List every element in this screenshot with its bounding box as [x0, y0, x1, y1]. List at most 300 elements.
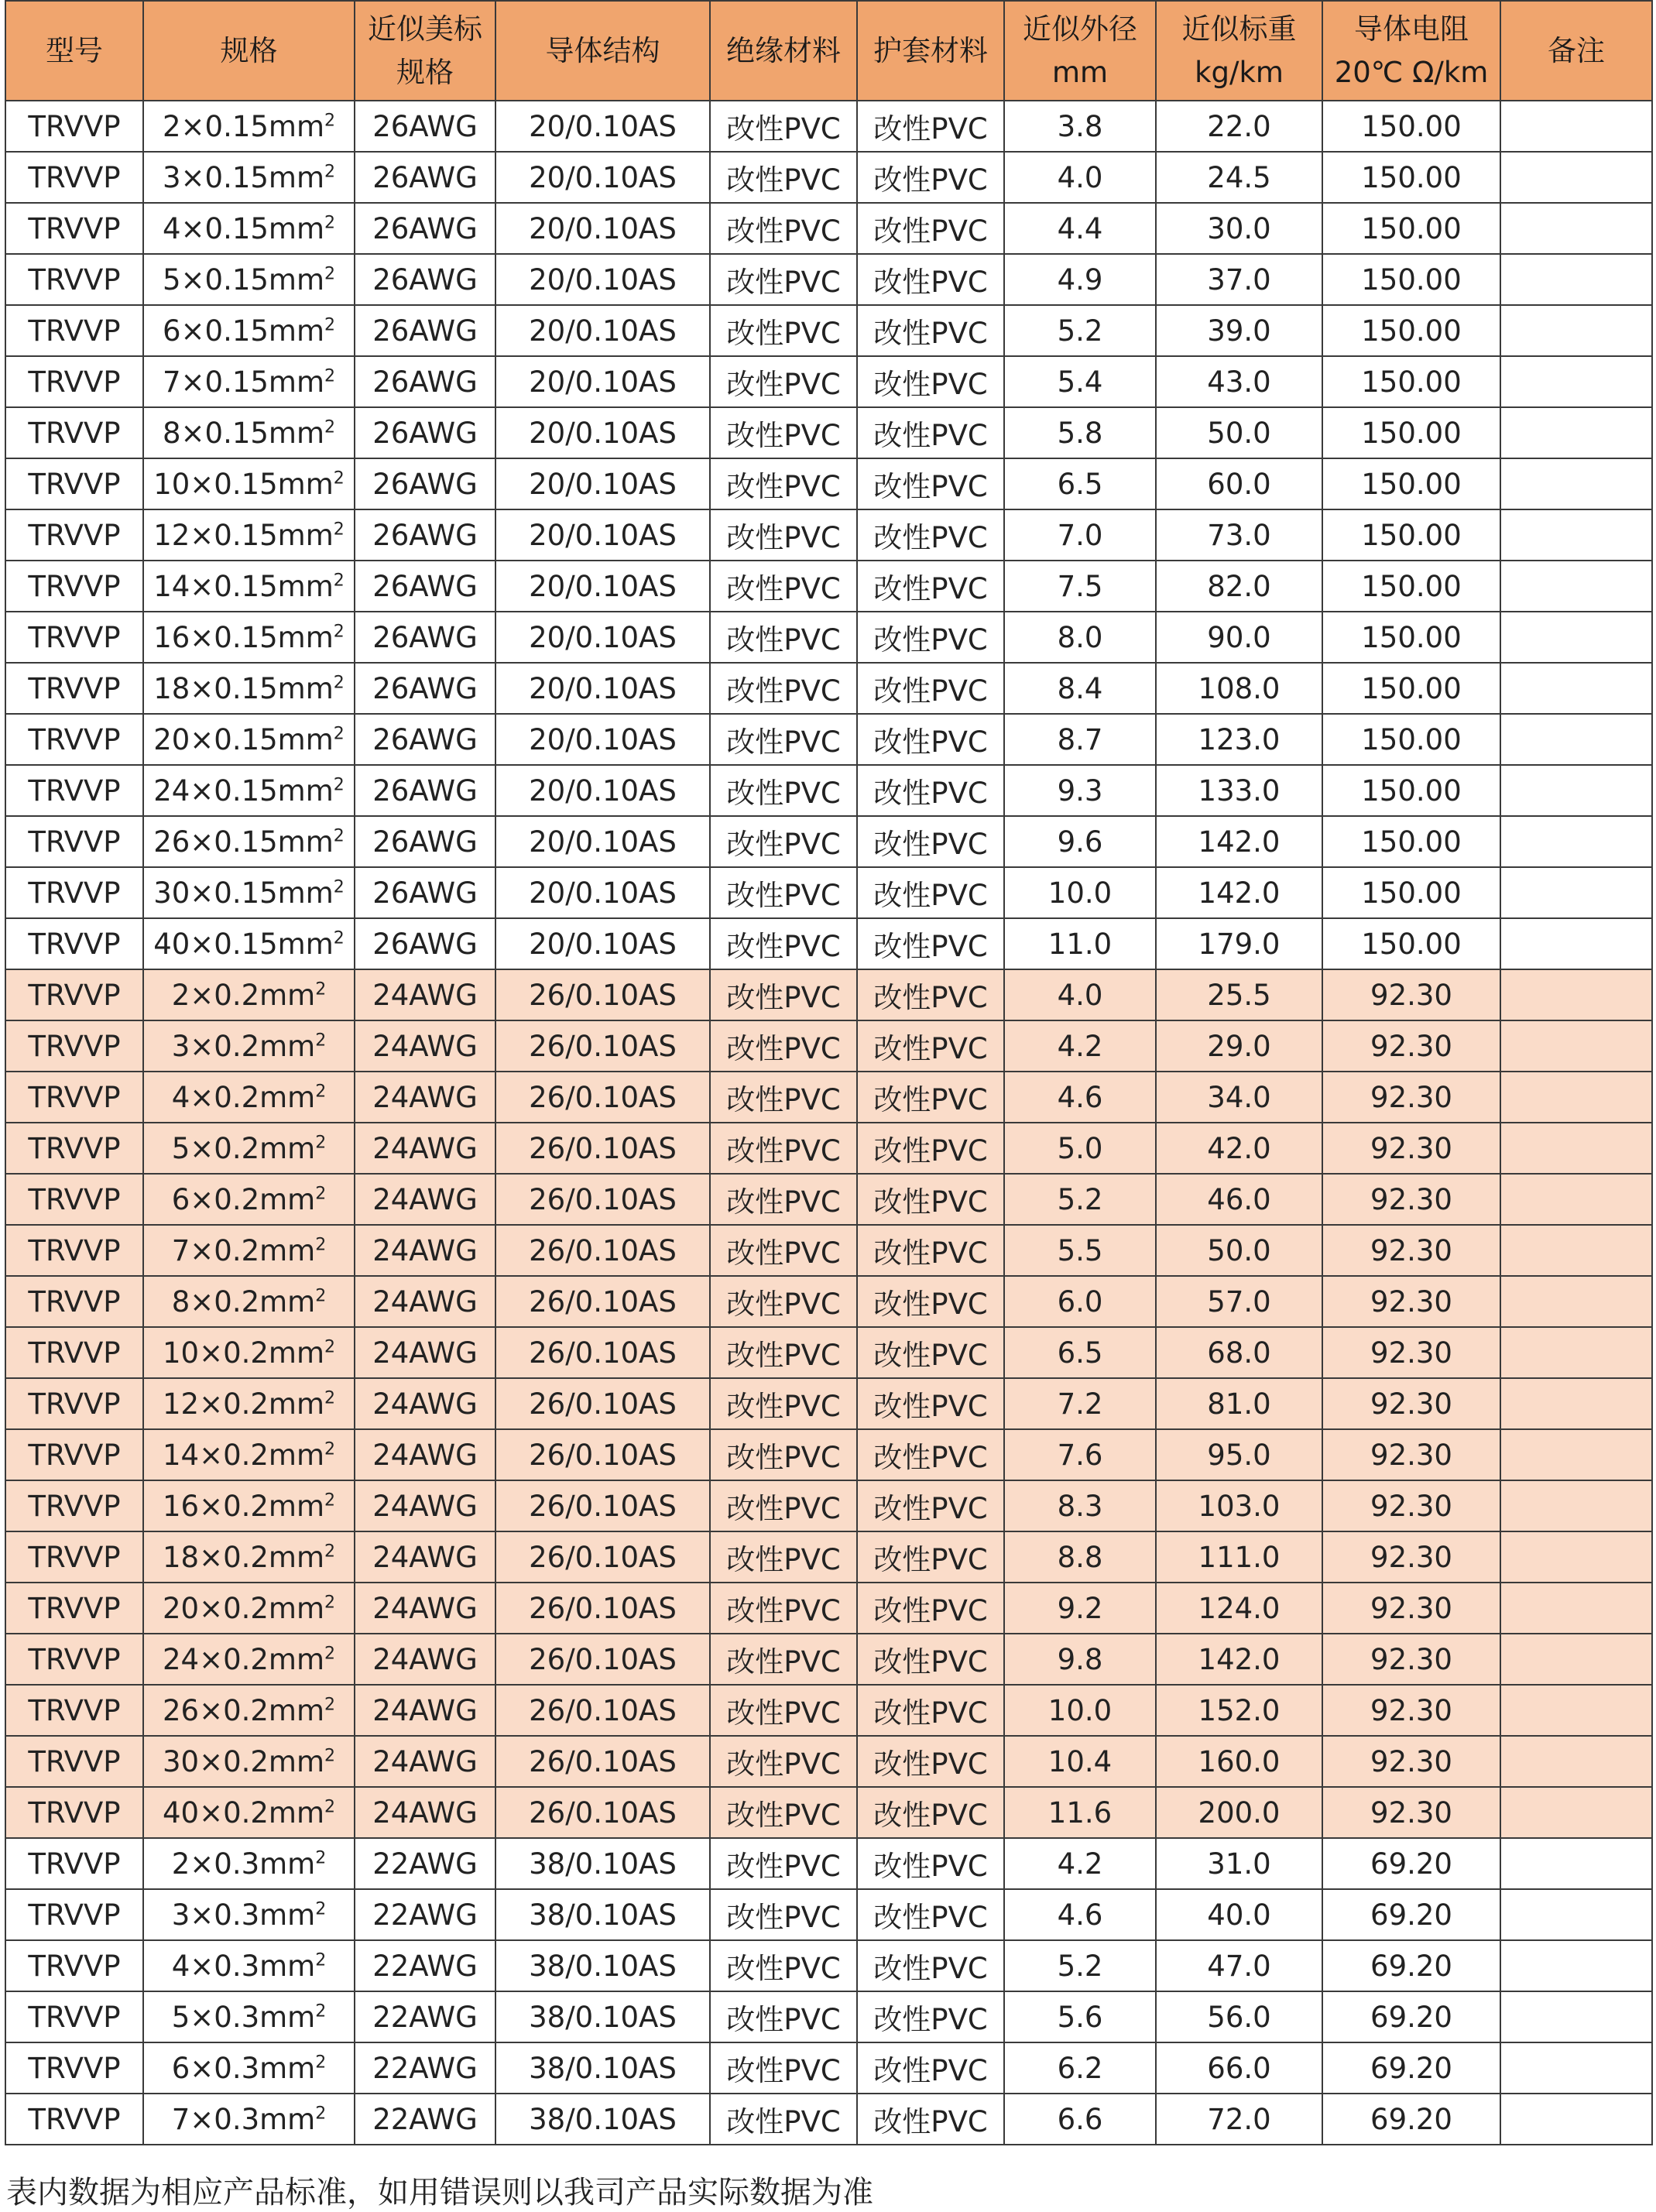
table-row [5, 1889, 1652, 1940]
cell-od: 10.0 [1004, 867, 1156, 918]
cell-resistance: 150.00 [1322, 918, 1500, 969]
spec-text: 10×0.15mm [153, 467, 334, 501]
cell-od: 4.2 [1004, 1838, 1156, 1889]
spec-unit-superscript: 2 [324, 1439, 335, 1459]
spec-unit-superscript: 2 [324, 162, 335, 182]
cell-od: 5.2 [1004, 305, 1156, 356]
header-row [5, 1, 1652, 101]
cell-od: 7.5 [1004, 561, 1156, 612]
cell-model: TRVVP [5, 1174, 143, 1225]
cell-sheath: 改性PVC [857, 561, 1004, 612]
spec-unit-superscript: 2 [324, 1695, 335, 1715]
cell-od: 8.3 [1004, 1480, 1156, 1531]
cell-model: TRVVP [5, 1020, 143, 1072]
cell-awg: 26AWG [355, 458, 495, 509]
cell-awg: 22AWG [355, 1889, 495, 1940]
cell-insulation: 改性PVC [710, 1378, 857, 1429]
cell-awg: 26AWG [355, 254, 495, 305]
cell-note [1500, 1072, 1652, 1123]
cell-conductor: 26/0.10AS [495, 1072, 710, 1123]
header-conductor [495, 1, 710, 101]
table-body [5, 101, 1652, 2145]
cell-note [1500, 918, 1652, 969]
cell-od: 5.0 [1004, 1123, 1156, 1174]
cell-od: 8.8 [1004, 1531, 1156, 1583]
cell-sheath: 改性PVC [857, 867, 1004, 918]
cell-weight: 108.0 [1156, 663, 1322, 714]
cell-sheath: 改性PVC [857, 509, 1004, 561]
cell-resistance: 150.00 [1322, 305, 1500, 356]
cell-note [1500, 1327, 1652, 1378]
table-row [5, 969, 1652, 1020]
spec-unit-superscript: 2 [333, 468, 345, 489]
cell-spec [143, 458, 355, 509]
header-line: 备注 [1548, 33, 1605, 67]
cell-weight: 50.0 [1156, 1225, 1322, 1276]
cell-od: 9.2 [1004, 1583, 1156, 1634]
cell-od: 4.9 [1004, 254, 1156, 305]
cell-weight: 72.0 [1156, 2094, 1322, 2145]
spec-text: 4×0.2mm [171, 1080, 316, 1114]
cell-awg: 24AWG [355, 1634, 495, 1685]
spec-unit-superscript: 2 [315, 1235, 327, 1255]
spec-text: 12×0.15mm [153, 518, 334, 552]
cell-weight: 39.0 [1156, 305, 1322, 356]
cell-od: 9.3 [1004, 765, 1156, 816]
header-line: 规格 [396, 55, 454, 89]
spec-unit-superscript: 2 [324, 1388, 335, 1408]
cell-note [1500, 1225, 1652, 1276]
table-row [5, 509, 1652, 561]
cell-sheath: 改性PVC [857, 714, 1004, 765]
cell-note [1500, 1276, 1652, 1327]
cell-model: TRVVP [5, 1838, 143, 1889]
cell-weight: 56.0 [1156, 1991, 1322, 2042]
cell-weight: 142.0 [1156, 1634, 1322, 1685]
cell-resistance: 92.30 [1322, 1583, 1500, 1634]
spec-text: 6×0.15mm [162, 314, 324, 348]
cell-conductor: 20/0.10AS [495, 663, 710, 714]
cell-spec [143, 1225, 355, 1276]
cell-model: TRVVP [5, 1378, 143, 1429]
cell-weight: 95.0 [1156, 1429, 1322, 1480]
cell-conductor: 20/0.10AS [495, 765, 710, 816]
cell-conductor: 38/0.10AS [495, 1838, 710, 1889]
cell-weight: 43.0 [1156, 356, 1322, 407]
cell-sheath: 改性PVC [857, 407, 1004, 458]
cell-note [1500, 305, 1652, 356]
cell-conductor: 20/0.10AS [495, 101, 710, 152]
cell-spec [143, 867, 355, 918]
cell-resistance: 92.30 [1322, 1480, 1500, 1531]
spec-unit-superscript: 2 [333, 928, 345, 948]
cell-resistance: 92.30 [1322, 1072, 1500, 1123]
spec-unit-superscript: 2 [333, 571, 345, 591]
spec-text: 12×0.2mm [162, 1387, 324, 1421]
cell-sheath: 改性PVC [857, 1685, 1004, 1736]
spec-unit-superscript: 2 [315, 1031, 327, 1051]
cell-note [1500, 969, 1652, 1020]
spec-unit-superscript: 2 [315, 979, 327, 1000]
cell-model: TRVVP [5, 1276, 143, 1327]
cell-conductor: 26/0.10AS [495, 1020, 710, 1072]
cell-weight: 30.0 [1156, 203, 1322, 254]
spec-text: 24×0.15mm [153, 773, 334, 808]
header-note [1500, 1, 1652, 101]
cell-spec [143, 2094, 355, 2145]
header-line: 护套材料 [873, 33, 988, 67]
cell-spec [143, 816, 355, 867]
cell-resistance: 150.00 [1322, 561, 1500, 612]
cell-od: 7.6 [1004, 1429, 1156, 1480]
cell-weight: 142.0 [1156, 816, 1322, 867]
table-row [5, 1123, 1652, 1174]
cell-conductor: 38/0.10AS [495, 1940, 710, 1991]
cell-note [1500, 714, 1652, 765]
cell-note [1500, 612, 1652, 663]
cell-awg: 24AWG [355, 1020, 495, 1072]
spec-unit-superscript: 2 [333, 877, 345, 897]
cell-awg: 22AWG [355, 1940, 495, 1991]
spec-text: 6×0.2mm [171, 1182, 316, 1216]
table-row [5, 1685, 1652, 1736]
cell-sheath: 改性PVC [857, 1072, 1004, 1123]
cell-note [1500, 816, 1652, 867]
cell-insulation: 改性PVC [710, 663, 857, 714]
cell-note [1500, 1583, 1652, 1634]
spec-text: 10×0.2mm [162, 1336, 324, 1370]
cell-od: 4.4 [1004, 203, 1156, 254]
cell-resistance: 150.00 [1322, 612, 1500, 663]
cell-model: TRVVP [5, 458, 143, 509]
cell-model: TRVVP [5, 1634, 143, 1685]
cell-awg: 22AWG [355, 2094, 495, 2145]
cell-sheath: 改性PVC [857, 1174, 1004, 1225]
spec-unit-superscript: 2 [315, 1848, 327, 1868]
table-row [5, 2094, 1652, 2145]
cell-weight: 46.0 [1156, 1174, 1322, 1225]
cell-sheath: 改性PVC [857, 765, 1004, 816]
table-row [5, 663, 1652, 714]
cell-awg: 26AWG [355, 867, 495, 918]
cell-sheath: 改性PVC [857, 1378, 1004, 1429]
cell-sheath: 改性PVC [857, 2042, 1004, 2094]
cell-awg: 24AWG [355, 1174, 495, 1225]
cell-sheath: 改性PVC [857, 1225, 1004, 1276]
cell-od: 10.0 [1004, 1685, 1156, 1736]
cell-sheath: 改性PVC [857, 203, 1004, 254]
table-row [5, 1174, 1652, 1225]
cell-od: 5.2 [1004, 1174, 1156, 1225]
cell-insulation: 改性PVC [710, 1838, 857, 1889]
cell-sheath: 改性PVC [857, 1787, 1004, 1838]
cell-model: TRVVP [5, 356, 143, 407]
cell-od: 11.6 [1004, 1787, 1156, 1838]
cell-insulation: 改性PVC [710, 458, 857, 509]
cell-resistance: 150.00 [1322, 356, 1500, 407]
table-row [5, 1072, 1652, 1123]
cell-note [1500, 152, 1652, 203]
cell-insulation: 改性PVC [710, 152, 857, 203]
cell-od: 4.0 [1004, 969, 1156, 1020]
cell-note [1500, 1787, 1652, 1838]
cell-weight: 142.0 [1156, 867, 1322, 918]
cell-spec [143, 203, 355, 254]
spec-unit-superscript: 2 [333, 826, 345, 846]
cell-model: TRVVP [5, 1480, 143, 1531]
cell-sheath: 改性PVC [857, 1736, 1004, 1787]
cell-model: TRVVP [5, 561, 143, 612]
table-row [5, 1634, 1652, 1685]
spec-text: 4×0.15mm [162, 211, 324, 245]
cell-model: TRVVP [5, 1429, 143, 1480]
spec-unit-superscript: 2 [324, 1644, 335, 1664]
cell-insulation: 改性PVC [710, 1634, 857, 1685]
table-row [5, 1940, 1652, 1991]
spec-text: 30×0.2mm [162, 1744, 324, 1778]
cell-spec [143, 1020, 355, 1072]
spec-text: 5×0.3mm [171, 2000, 316, 2034]
cell-od: 10.4 [1004, 1736, 1156, 1787]
cell-model: TRVVP [5, 918, 143, 969]
cell-resistance: 150.00 [1322, 816, 1500, 867]
cell-model: TRVVP [5, 1736, 143, 1787]
table-row [5, 407, 1652, 458]
cell-insulation: 改性PVC [710, 407, 857, 458]
cell-resistance: 69.20 [1322, 1991, 1500, 2042]
spec-unit-superscript: 2 [333, 520, 345, 540]
table-row [5, 561, 1652, 612]
cell-insulation: 改性PVC [710, 1583, 857, 1634]
cell-spec [143, 1634, 355, 1685]
header-insulation [710, 1, 857, 101]
cell-model: TRVVP [5, 1889, 143, 1940]
spec-text: 14×0.2mm [162, 1438, 324, 1472]
cell-spec [143, 101, 355, 152]
cell-conductor: 26/0.10AS [495, 1583, 710, 1634]
cell-model: TRVVP [5, 203, 143, 254]
cell-model: TRVVP [5, 1531, 143, 1583]
cell-resistance: 150.00 [1322, 714, 1500, 765]
cell-spec [143, 663, 355, 714]
cell-weight: 68.0 [1156, 1327, 1322, 1378]
cell-note [1500, 1174, 1652, 1225]
cell-spec [143, 509, 355, 561]
cell-insulation: 改性PVC [710, 1429, 857, 1480]
cell-model: TRVVP [5, 1940, 143, 1991]
cell-spec [143, 1072, 355, 1123]
cell-note [1500, 1531, 1652, 1583]
cell-awg: 26AWG [355, 305, 495, 356]
cell-sheath: 改性PVC [857, 152, 1004, 203]
cell-weight: 37.0 [1156, 254, 1322, 305]
cell-conductor: 26/0.10AS [495, 1276, 710, 1327]
cell-awg: 22AWG [355, 1991, 495, 2042]
cell-conductor: 26/0.10AS [495, 1787, 710, 1838]
cell-conductor: 20/0.10AS [495, 561, 710, 612]
cell-awg: 26AWG [355, 203, 495, 254]
cell-spec [143, 765, 355, 816]
cell-conductor: 20/0.10AS [495, 714, 710, 765]
cell-model: TRVVP [5, 1327, 143, 1378]
cell-spec [143, 1838, 355, 1889]
cell-awg: 26AWG [355, 918, 495, 969]
cell-od: 6.2 [1004, 2042, 1156, 2094]
spec-unit-superscript: 2 [315, 1286, 327, 1306]
table-row [5, 1531, 1652, 1583]
table-row [5, 101, 1652, 152]
cell-resistance: 69.20 [1322, 2094, 1500, 2145]
cell-resistance: 92.30 [1322, 1123, 1500, 1174]
header-line: 近似美标 [368, 12, 482, 46]
cell-note [1500, 1736, 1652, 1787]
cell-insulation: 改性PVC [710, 1736, 857, 1787]
spec-text: 6×0.3mm [171, 2051, 316, 2085]
table-row [5, 765, 1652, 816]
spec-text: 18×0.15mm [153, 671, 334, 705]
header-line: 绝缘材料 [726, 33, 841, 67]
cell-resistance: 150.00 [1322, 152, 1500, 203]
table-row [5, 1225, 1652, 1276]
cell-od: 4.6 [1004, 1072, 1156, 1123]
cell-model: TRVVP [5, 969, 143, 1020]
cell-spec [143, 918, 355, 969]
cell-spec [143, 1685, 355, 1736]
cell-sheath: 改性PVC [857, 1020, 1004, 1072]
cell-insulation: 改性PVC [710, 509, 857, 561]
cell-insulation: 改性PVC [710, 1225, 857, 1276]
cell-awg: 24AWG [355, 1531, 495, 1583]
cell-sheath: 改性PVC [857, 1327, 1004, 1378]
spec-text: 7×0.15mm [162, 365, 324, 399]
cell-weight: 124.0 [1156, 1583, 1322, 1634]
cell-conductor: 26/0.10AS [495, 1429, 710, 1480]
cell-note [1500, 1685, 1652, 1736]
cell-od: 4.0 [1004, 152, 1156, 203]
cell-sheath: 改性PVC [857, 1991, 1004, 2042]
cell-model: TRVVP [5, 1072, 143, 1123]
cell-weight: 179.0 [1156, 918, 1322, 969]
cell-awg: 26AWG [355, 561, 495, 612]
cell-conductor: 26/0.10AS [495, 1327, 710, 1378]
cell-resistance: 69.20 [1322, 1838, 1500, 1889]
cell-spec [143, 152, 355, 203]
cell-awg: 24AWG [355, 1583, 495, 1634]
cell-od: 5.6 [1004, 1991, 1156, 2042]
table-row [5, 1327, 1652, 1378]
table-row [5, 1991, 1652, 2042]
cell-sheath: 改性PVC [857, 1276, 1004, 1327]
cell-insulation: 改性PVC [710, 561, 857, 612]
table-row [5, 816, 1652, 867]
spec-text: 7×0.3mm [171, 2102, 316, 2136]
cell-awg: 24AWG [355, 1378, 495, 1429]
cell-insulation: 改性PVC [710, 918, 857, 969]
cell-insulation: 改性PVC [710, 1889, 857, 1940]
cell-resistance: 92.30 [1322, 969, 1500, 1020]
spec-unit-superscript: 2 [324, 1797, 335, 1817]
cell-conductor: 20/0.10AS [495, 305, 710, 356]
cell-od: 7.0 [1004, 509, 1156, 561]
cell-spec [143, 1991, 355, 2042]
header-line: 规格 [220, 33, 278, 67]
spec-unit-superscript: 2 [324, 417, 335, 437]
cell-conductor: 20/0.10AS [495, 612, 710, 663]
cell-awg: 24AWG [355, 1429, 495, 1480]
cell-weight: 29.0 [1156, 1020, 1322, 1072]
cell-weight: 34.0 [1156, 1072, 1322, 1123]
cell-spec [143, 1429, 355, 1480]
cell-sheath: 改性PVC [857, 356, 1004, 407]
cell-note [1500, 867, 1652, 918]
spec-unit-superscript: 2 [315, 1184, 327, 1204]
cell-awg: 26AWG [355, 152, 495, 203]
header-line: kg/km [1195, 55, 1284, 89]
cell-insulation: 改性PVC [710, 356, 857, 407]
cell-resistance: 92.30 [1322, 1787, 1500, 1838]
cell-conductor: 38/0.10AS [495, 1889, 710, 1940]
cell-insulation: 改性PVC [710, 1531, 857, 1583]
cell-awg: 26AWG [355, 101, 495, 152]
table-row [5, 918, 1652, 969]
spec-unit-superscript: 2 [324, 213, 335, 233]
cell-conductor: 20/0.10AS [495, 918, 710, 969]
cell-resistance: 69.20 [1322, 1940, 1500, 1991]
cell-awg: 24AWG [355, 1736, 495, 1787]
cell-model: TRVVP [5, 2042, 143, 2094]
spec-text: 20×0.2mm [162, 1591, 324, 1625]
cell-conductor: 20/0.10AS [495, 254, 710, 305]
cell-model: TRVVP [5, 867, 143, 918]
spec-text: 3×0.3mm [171, 1898, 316, 1932]
spec-unit-superscript: 2 [324, 1542, 335, 1562]
table-row [5, 2042, 1652, 2094]
table-row [5, 1480, 1652, 1531]
cell-note [1500, 407, 1652, 458]
cell-conductor: 26/0.10AS [495, 969, 710, 1020]
cell-spec [143, 1940, 355, 1991]
cell-insulation: 改性PVC [710, 1685, 857, 1736]
cell-note [1500, 1634, 1652, 1685]
cell-weight: 57.0 [1156, 1276, 1322, 1327]
cell-insulation: 改性PVC [710, 1276, 857, 1327]
cell-conductor: 20/0.10AS [495, 509, 710, 561]
cell-conductor: 20/0.10AS [495, 458, 710, 509]
cell-awg: 24AWG [355, 1787, 495, 1838]
cell-conductor: 26/0.10AS [495, 1174, 710, 1225]
spec-text: 8×0.2mm [171, 1284, 316, 1319]
cell-weight: 133.0 [1156, 765, 1322, 816]
cell-sheath: 改性PVC [857, 458, 1004, 509]
cell-od: 5.2 [1004, 1940, 1156, 1991]
spec-unit-superscript: 2 [324, 1746, 335, 1766]
cell-resistance: 150.00 [1322, 509, 1500, 561]
cell-conductor: 26/0.10AS [495, 1736, 710, 1787]
cell-sheath: 改性PVC [857, 612, 1004, 663]
cell-awg: 26AWG [355, 816, 495, 867]
cell-spec [143, 612, 355, 663]
cell-resistance: 92.30 [1322, 1378, 1500, 1429]
cell-insulation: 改性PVC [710, 1787, 857, 1838]
cell-od: 6.5 [1004, 458, 1156, 509]
table-row [5, 1583, 1652, 1634]
header-line: 近似标重 [1181, 12, 1297, 46]
cell-spec [143, 1787, 355, 1838]
cell-resistance: 150.00 [1322, 407, 1500, 458]
cell-model: TRVVP [5, 1787, 143, 1838]
spec-unit-superscript: 2 [324, 1593, 335, 1613]
cell-od: 4.2 [1004, 1020, 1156, 1072]
